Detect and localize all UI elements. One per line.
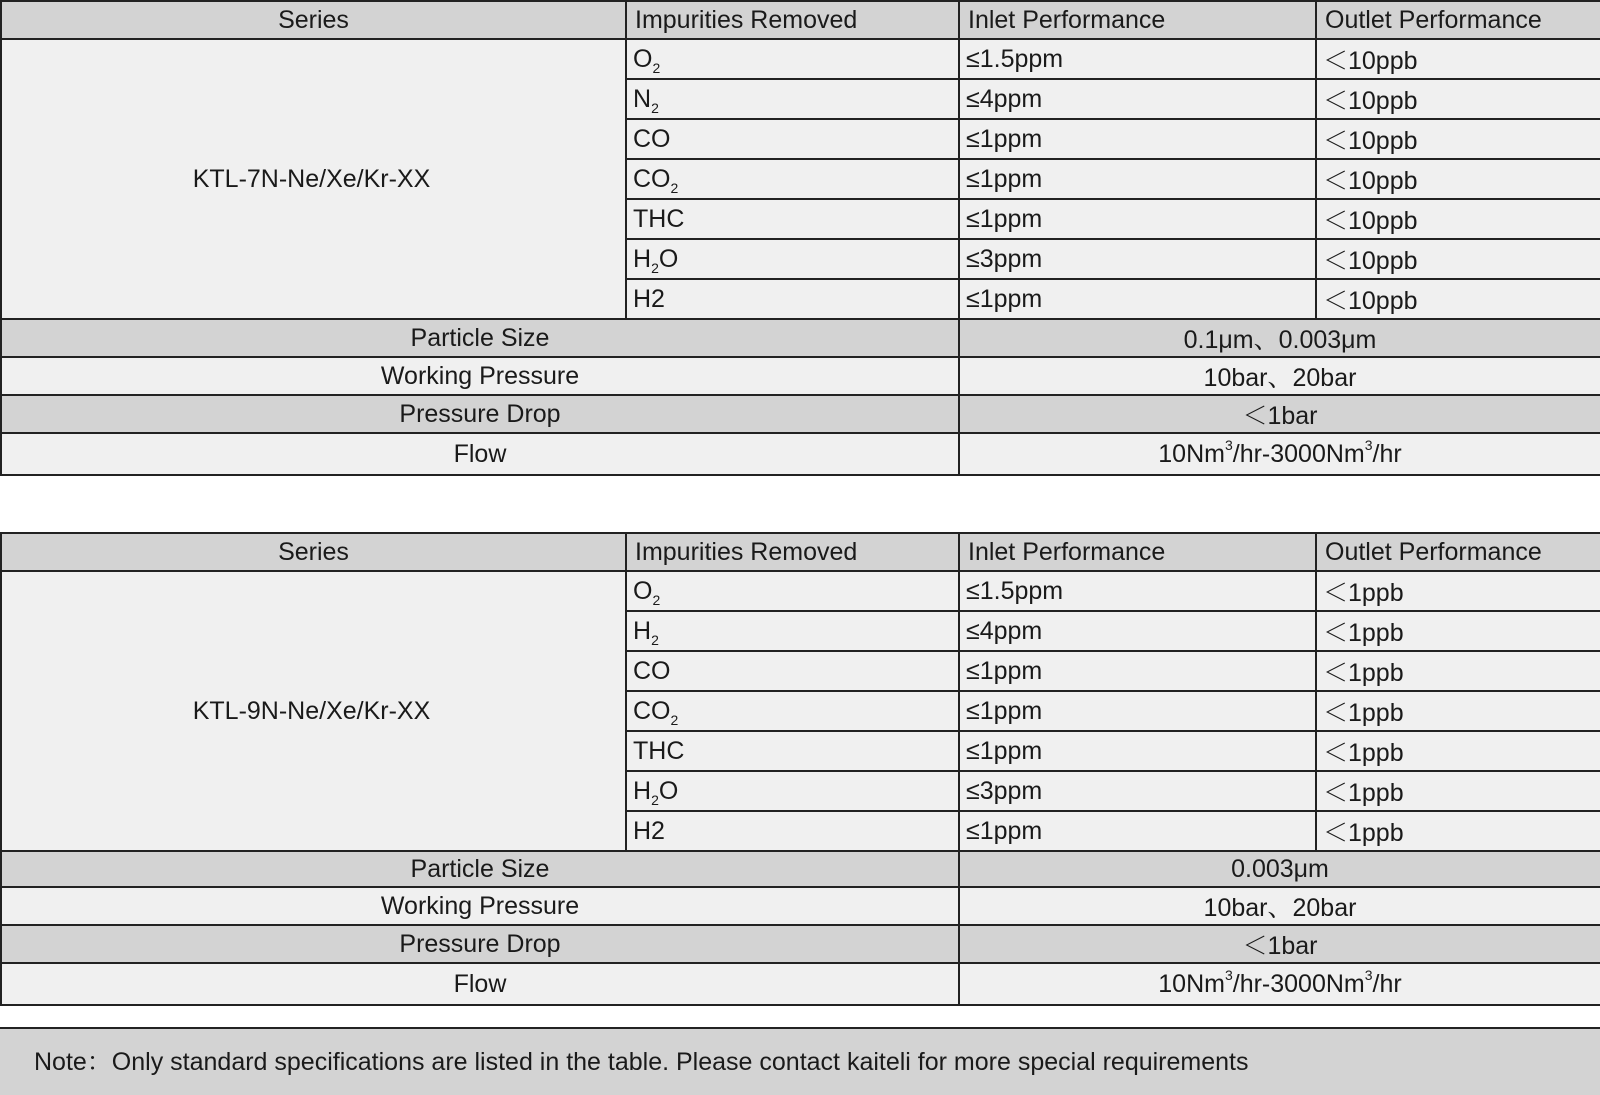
impurity-cell — [626, 199, 959, 239]
particle-size-label: Particle Size — [1, 319, 959, 357]
header-impurities: Impurities Removed — [626, 533, 959, 571]
flow-label: Flow — [1, 433, 959, 475]
flow-exponent: 3 — [1224, 436, 1233, 453]
outlet-cell: ＜1ppb — [1316, 811, 1600, 851]
impurity-formula: O — [633, 576, 653, 605]
flow-value — [959, 433, 1600, 475]
particle-size-row — [1, 319, 1600, 357]
spec-table — [0, 0, 1600, 476]
footnote-text: Note：Only standard specifications are listed in the table. Please contact kaiteli for more special requirements — [34, 1048, 1249, 1076]
header-row — [1, 533, 1600, 571]
flow-row — [1, 433, 1600, 475]
impurity-cell — [626, 79, 959, 119]
footnote — [0, 1027, 1600, 1095]
working-pressure-value: 10bar、20bar — [959, 887, 1600, 925]
outlet-cell: ＜1ppb — [1316, 771, 1600, 811]
outlet-cell: ＜1ppb — [1316, 691, 1600, 731]
outlet-cell: ＜10ppb — [1316, 199, 1600, 239]
particle-size-row — [1, 851, 1600, 887]
flow-label: Flow — [1, 963, 959, 1005]
impurity-subscript: 2 — [670, 711, 679, 728]
impurity-cell — [626, 611, 959, 651]
impurity-formula-tail: O — [658, 244, 679, 273]
impurity-subscript: 2 — [651, 791, 659, 808]
impurity-cell — [626, 39, 959, 79]
pressure-drop-label: Pressure Drop — [1, 395, 959, 433]
pressure-drop-row — [1, 925, 1600, 963]
series-cell — [1, 39, 626, 319]
outlet-cell: ＜10ppb — [1316, 39, 1600, 79]
outlet-cell: ＜10ppb — [1316, 279, 1600, 319]
outlet-cell: ＜10ppb — [1316, 79, 1600, 119]
impurity-formula: H — [633, 244, 652, 273]
impurity-subscript: 2 — [652, 59, 661, 76]
header-row — [1, 1, 1600, 39]
inlet-cell: ≤1ppm — [959, 811, 1316, 851]
inlet-cell: ≤1ppm — [959, 691, 1316, 731]
flow-exponent: 3 — [1224, 966, 1233, 983]
inlet-cell: ≤1ppm — [959, 279, 1316, 319]
flow-min: 10Nm — [1158, 969, 1225, 998]
header-inlet: Inlet Performance — [959, 1, 1316, 39]
impurity-cell — [626, 571, 959, 611]
inlet-cell: ≤1.5ppm — [959, 39, 1316, 79]
impurity-subscript: 2 — [651, 259, 659, 276]
impurity-subscript: 2 — [652, 591, 661, 608]
table-row — [1, 39, 1600, 79]
series-cell — [1, 571, 626, 851]
header-outlet: Outlet Performance — [1316, 1, 1600, 39]
inlet-cell: ≤4ppm — [959, 79, 1316, 119]
flow-unit: /hr — [1372, 439, 1402, 468]
outlet-cell: ＜1ppb — [1316, 651, 1600, 691]
impurity-formula: CO — [633, 696, 671, 725]
flow-row — [1, 963, 1600, 1005]
working-pressure-label: Working Pressure — [1, 357, 959, 395]
outlet-cell: ＜10ppb — [1316, 239, 1600, 279]
inlet-cell: ≤4ppm — [959, 611, 1316, 651]
header-impurities: Impurities Removed — [626, 1, 959, 39]
table-row — [1, 571, 1600, 611]
pressure-drop-row — [1, 395, 1600, 433]
impurity-cell — [626, 159, 959, 199]
impurity-cell — [626, 279, 959, 319]
series-name: KTL-7N-Ne/Xe/Kr-XX — [192, 164, 431, 193]
impurity-subscript: 2 — [670, 179, 679, 196]
outlet-cell: ＜10ppb — [1316, 159, 1600, 199]
header-inlet: Inlet Performance — [959, 533, 1316, 571]
impurity-formula: CO — [633, 656, 671, 685]
flow-max: /hr-3000Nm — [1232, 439, 1365, 468]
inlet-cell: ≤1ppm — [959, 651, 1316, 691]
inlet-cell: ≤1ppm — [959, 119, 1316, 159]
impurity-subscript: 2 — [651, 631, 659, 648]
impurity-formula: THC — [633, 736, 685, 765]
impurity-subscript: 2 — [651, 99, 659, 116]
inlet-cell: ≤1ppm — [959, 731, 1316, 771]
spec-table — [0, 532, 1600, 1006]
impurity-formula: H — [633, 776, 652, 805]
particle-size-value: 0.1μm、0.003μm — [959, 319, 1600, 357]
outlet-cell: ＜1ppb — [1316, 731, 1600, 771]
working-pressure-row — [1, 887, 1600, 925]
outlet-cell: ＜1ppb — [1316, 611, 1600, 651]
outlet-cell: ＜1ppb — [1316, 571, 1600, 611]
particle-size-label: Particle Size — [1, 851, 959, 887]
flow-max: /hr-3000Nm — [1232, 969, 1365, 998]
impurity-formula: THC — [633, 204, 685, 233]
inlet-cell: ≤1.5ppm — [959, 571, 1316, 611]
impurity-cell — [626, 691, 959, 731]
header-series: Series — [1, 533, 626, 571]
impurity-formula: O — [633, 44, 653, 73]
particle-size-value: 0.003μm — [959, 851, 1600, 887]
impurity-formula-tail: O — [658, 776, 679, 805]
impurity-formula: H — [633, 616, 652, 645]
flow-exponent: 3 — [1364, 436, 1373, 453]
pressure-drop-label: Pressure Drop — [1, 925, 959, 963]
inlet-cell: ≤1ppm — [959, 199, 1316, 239]
header-series: Series — [1, 1, 626, 39]
impurity-cell — [626, 771, 959, 811]
impurity-cell — [626, 651, 959, 691]
inlet-cell: ≤3ppm — [959, 239, 1316, 279]
outlet-cell: ＜10ppb — [1316, 119, 1600, 159]
working-pressure-value: 10bar、20bar — [959, 357, 1600, 395]
flow-exponent: 3 — [1364, 966, 1373, 983]
working-pressure-label: Working Pressure — [1, 887, 959, 925]
header-outlet: Outlet Performance — [1316, 533, 1600, 571]
flow-value — [959, 963, 1600, 1005]
pressure-drop-value: ＜1bar — [959, 395, 1600, 433]
impurity-cell — [626, 731, 959, 771]
impurity-cell — [626, 239, 959, 279]
impurity-cell — [626, 811, 959, 851]
series-name: KTL-9N-Ne/Xe/Kr-XX — [192, 696, 431, 725]
working-pressure-row — [1, 357, 1600, 395]
impurity-formula: H2 — [633, 284, 665, 313]
pressure-drop-value: ＜1bar — [959, 925, 1600, 963]
impurity-formula: N — [633, 84, 652, 113]
flow-min: 10Nm — [1158, 439, 1225, 468]
flow-unit: /hr — [1372, 969, 1402, 998]
impurity-formula: CO — [633, 124, 671, 153]
inlet-cell: ≤1ppm — [959, 159, 1316, 199]
impurity-formula: H2 — [633, 816, 665, 845]
impurity-formula: CO — [633, 164, 671, 193]
impurity-cell — [626, 119, 959, 159]
inlet-cell: ≤3ppm — [959, 771, 1316, 811]
